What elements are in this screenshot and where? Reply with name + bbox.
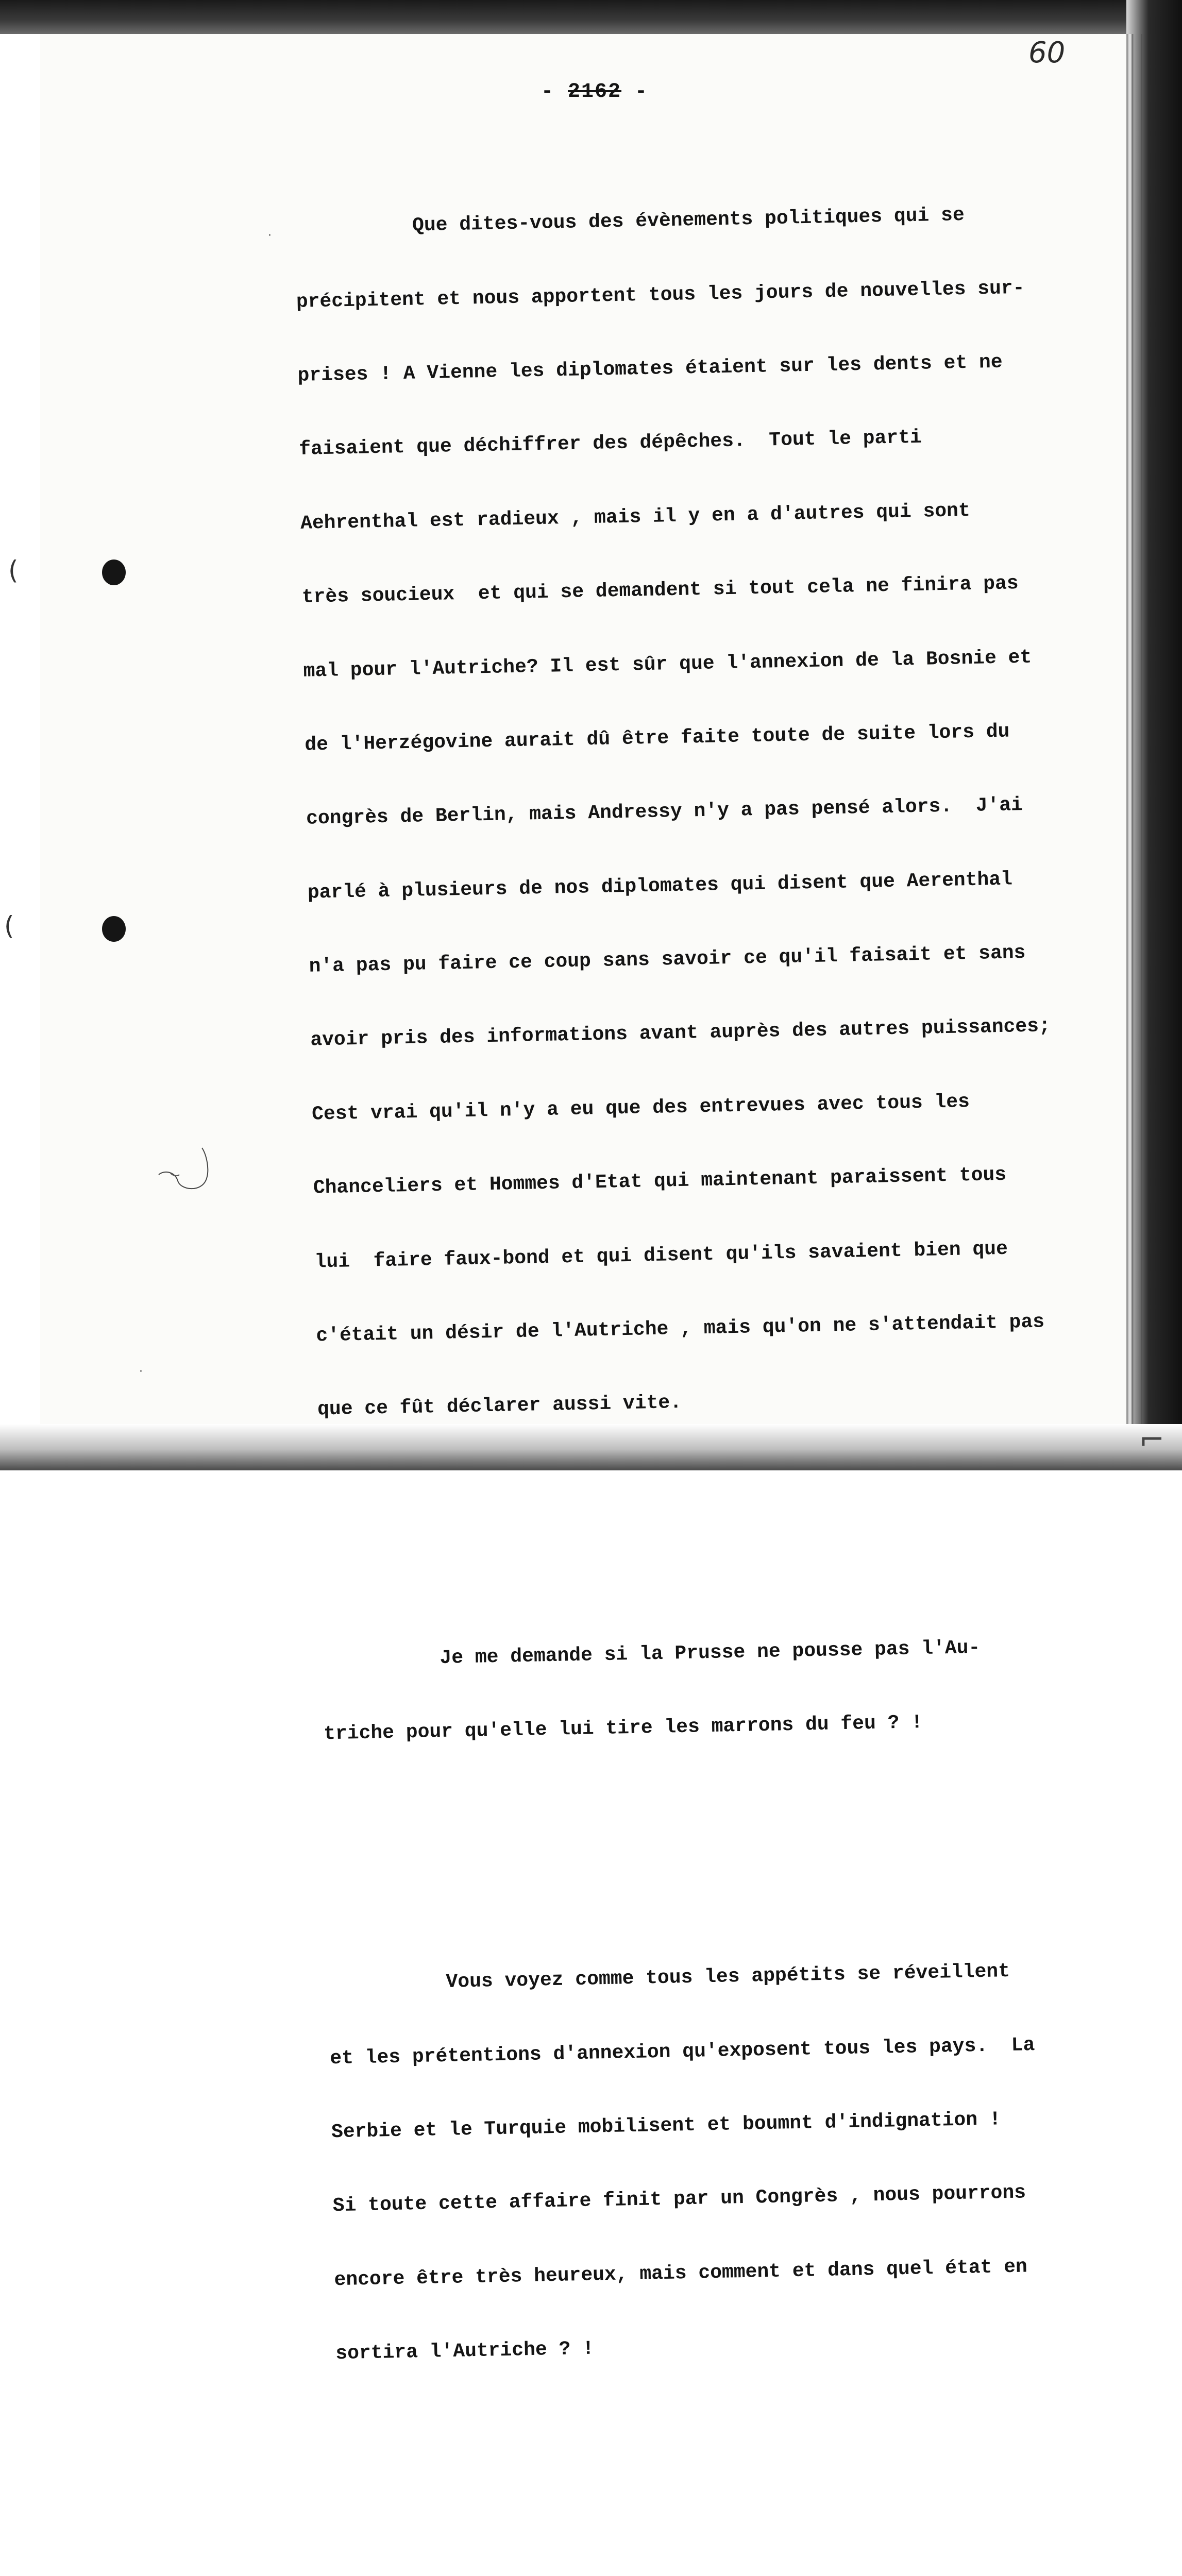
text-line: faisaient que déchiffrer des dépêches. Tout le parti: [299, 421, 1144, 462]
text-line: mal pour l'Autriche? Il est sûr que l'annexion de la Bosnie et: [303, 643, 1149, 684]
margin-mark: ·: [268, 229, 272, 242]
text-line: prises ! A Vienne les diplomates étaient sur les dents et ne: [297, 347, 1143, 388]
page-number-prefix: -: [541, 80, 568, 104]
text-line: Cest vrai qu'il n'y a eu que des entrevues avec tous les: [312, 1086, 1157, 1127]
text-line: Je me demande si la Prusse ne pousse pas l'Au-: [322, 1632, 1168, 1673]
text-line: Vous voyez comme tous les appétits se réveillent: [328, 1956, 1174, 1997]
text-line: avoir pris des informations avant auprès des autres puissances;: [310, 1012, 1156, 1053]
text-line: que ce fût déclarer aussi vite.: [317, 1381, 1163, 1422]
binder-mark: (: [8, 555, 19, 585]
margin-mark: ·: [139, 1365, 143, 1378]
text-line: c'était un désir de l'Autriche , mais qu'on ne s'attendait pas: [316, 1308, 1161, 1348]
text-line: congrès de Berlin, mais Andressy n'y a pas pensé alors. J'ai: [306, 791, 1152, 832]
text-line: Serbie et le Turquie mobilisent et boumnt d'indignation !: [331, 2104, 1177, 2145]
scan-edge-top: [0, 0, 1182, 34]
letter-body: [293, 101, 1182, 2576]
binder-mark: (: [4, 911, 14, 941]
text-line: sortira l'Autriche ? !: [335, 2326, 1181, 2366]
text-line: très soucieux et qui se demandent si tout cela ne finira pas: [301, 569, 1147, 609]
text-line: précipitent et nous apportent tous les jours de nouvelles sur-: [296, 274, 1141, 314]
text-line: Si toute cette affaire finit par un Congrès , nous pourrons: [332, 2178, 1178, 2218]
text-line: de l'Herzégovine aurait dû être faite toute de suite lors du: [305, 717, 1150, 757]
paragraph: [339, 2527, 1182, 2576]
punch-hole: [102, 916, 126, 942]
text-line: lui faire faux-bond et qui disent qu'ils savaient bien que: [314, 1234, 1160, 1275]
punch-hole: [102, 560, 126, 585]
page-number-struck: 2162: [568, 80, 621, 104]
pencil-scribble: [155, 1144, 222, 1200]
text-line: Aehrenthal est radieux , mais il y en a d'autres qui sont: [300, 495, 1146, 536]
paragraph: [321, 1583, 1170, 1796]
page-number: [541, 80, 648, 104]
margin-mark: ⌐: [1139, 1422, 1164, 1458]
paragraph: [327, 1907, 1181, 2415]
text-line: encore être très heureux, mais comment et dans quel état en: [334, 2251, 1179, 2292]
page-number-suffix: -: [621, 80, 648, 104]
text-line: Chanceliers et Hommes d'Etat qui maintenant paraissent tous: [313, 1160, 1158, 1200]
text-line: parlé à plusieurs de nos diplomates qui disent que Aerenthal: [307, 865, 1153, 905]
text-line: triche pour qu'elle lui tire les marrons du feu ? !: [324, 1706, 1169, 1747]
paragraph: [294, 150, 1163, 1471]
text-line: Que dites-vous des évènements politiques qui se: [295, 200, 1140, 241]
text-line: n'a pas pu faire ce coup sans savoir ce qu'il faisait et sans: [309, 938, 1154, 979]
text-line: et les prétentions d'annexion qu'exposent tous les pays. La: [330, 2030, 1175, 2071]
handwritten-folio-number: 60: [1028, 36, 1065, 70]
